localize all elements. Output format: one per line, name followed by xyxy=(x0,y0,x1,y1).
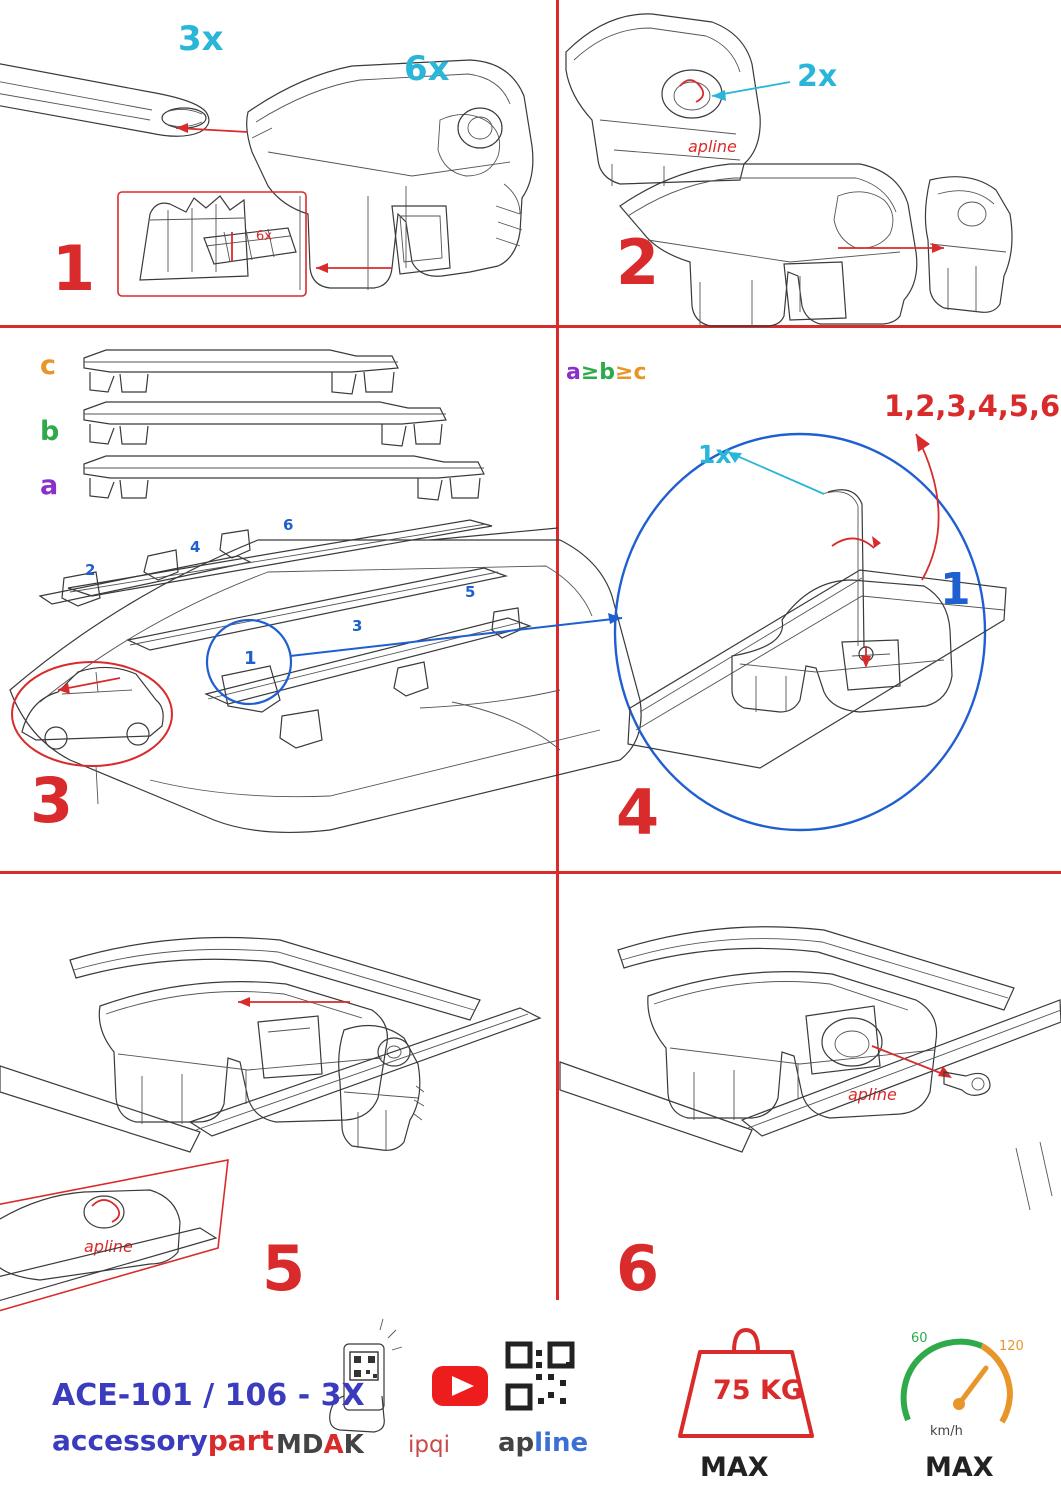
step-number-4: 4 xyxy=(616,776,658,849)
mdak-logo xyxy=(276,1430,364,1460)
roof-callout-6: 6 xyxy=(283,516,294,534)
bar-length-label-c: c xyxy=(40,350,57,381)
qr-code-icon xyxy=(508,1344,572,1408)
roof-callout-4: 4 xyxy=(190,538,201,556)
step-number-3: 3 xyxy=(30,764,72,837)
step6-drawing xyxy=(560,927,1061,1210)
roof-callout-1: 1 xyxy=(244,648,257,669)
svg-text:apline: apline xyxy=(688,137,737,156)
roof-callout-3: 3 xyxy=(352,617,363,635)
brand-part-1: accessory xyxy=(52,1424,208,1457)
cover-quantity-label: 2x xyxy=(797,59,838,94)
step1-foot-drawing xyxy=(176,60,533,290)
scan-qr-icon xyxy=(330,1319,402,1432)
step-number-2: 2 xyxy=(616,226,658,299)
bar-length-rule-label: a≥b≥c xyxy=(566,360,647,385)
brand-logo xyxy=(52,1424,274,1457)
speed-tick-max: 120 xyxy=(999,1339,1024,1354)
bar-quantity-label: 3x xyxy=(178,19,224,59)
roof-callout-5: 5 xyxy=(465,583,476,601)
speed-tick-min: 60 xyxy=(911,1331,928,1346)
model-code-label: ACE-101 / 106 - 3X xyxy=(52,1378,365,1413)
max-speed-icon xyxy=(904,1342,1010,1422)
roof-callout-2: 2 xyxy=(85,561,96,579)
step-number-1: 1 xyxy=(52,232,94,305)
bar-length-label-b: b xyxy=(40,416,60,447)
youtube-icon xyxy=(432,1366,488,1406)
apline-accent: line xyxy=(534,1428,589,1458)
apline-part-1: ap xyxy=(498,1428,535,1458)
step3-bar-variant-a xyxy=(84,456,484,500)
svg-text:apline: apline xyxy=(84,1237,133,1256)
step2-foot-cover-drawing xyxy=(620,164,1012,328)
tool-quantity-label: 1x xyxy=(698,440,732,469)
mdak-part-1: MD xyxy=(276,1430,324,1460)
apline-logo xyxy=(498,1428,588,1458)
step4-detail-drawing xyxy=(615,434,1006,830)
foot-quantity-label: 6x xyxy=(404,49,450,89)
svg-text:apline: apline xyxy=(848,1085,897,1104)
speed-unit-label: km/h xyxy=(930,1424,963,1439)
step3-roof-drawing xyxy=(10,520,641,837)
max-weight-value: 75 KG xyxy=(713,1375,804,1406)
ipqi-logo: ipqi xyxy=(408,1432,450,1458)
step3-bar-variant-b xyxy=(84,402,446,446)
tightening-sequence-label: 1,2,3,4,5,6 xyxy=(884,389,1061,423)
svg-text:6x: 6x xyxy=(256,229,272,244)
step3-bar-variant-c xyxy=(84,350,398,394)
mdak-accent: A xyxy=(323,1430,344,1460)
step-number-6: 6 xyxy=(616,1232,658,1305)
step1-inset-detail xyxy=(118,192,392,296)
step2-foot-top-drawing xyxy=(566,14,790,186)
max-speed-caption: MAX xyxy=(925,1452,994,1483)
bar-length-label-a: a xyxy=(40,470,59,501)
max-weight-caption: MAX xyxy=(700,1452,769,1483)
detail-callout-1: 1 xyxy=(940,564,971,615)
brand-part-2: part xyxy=(207,1424,274,1457)
mdak-part-3: K xyxy=(343,1430,364,1460)
step-number-5: 5 xyxy=(262,1232,304,1305)
step1-crossbar-drawing xyxy=(0,62,209,136)
